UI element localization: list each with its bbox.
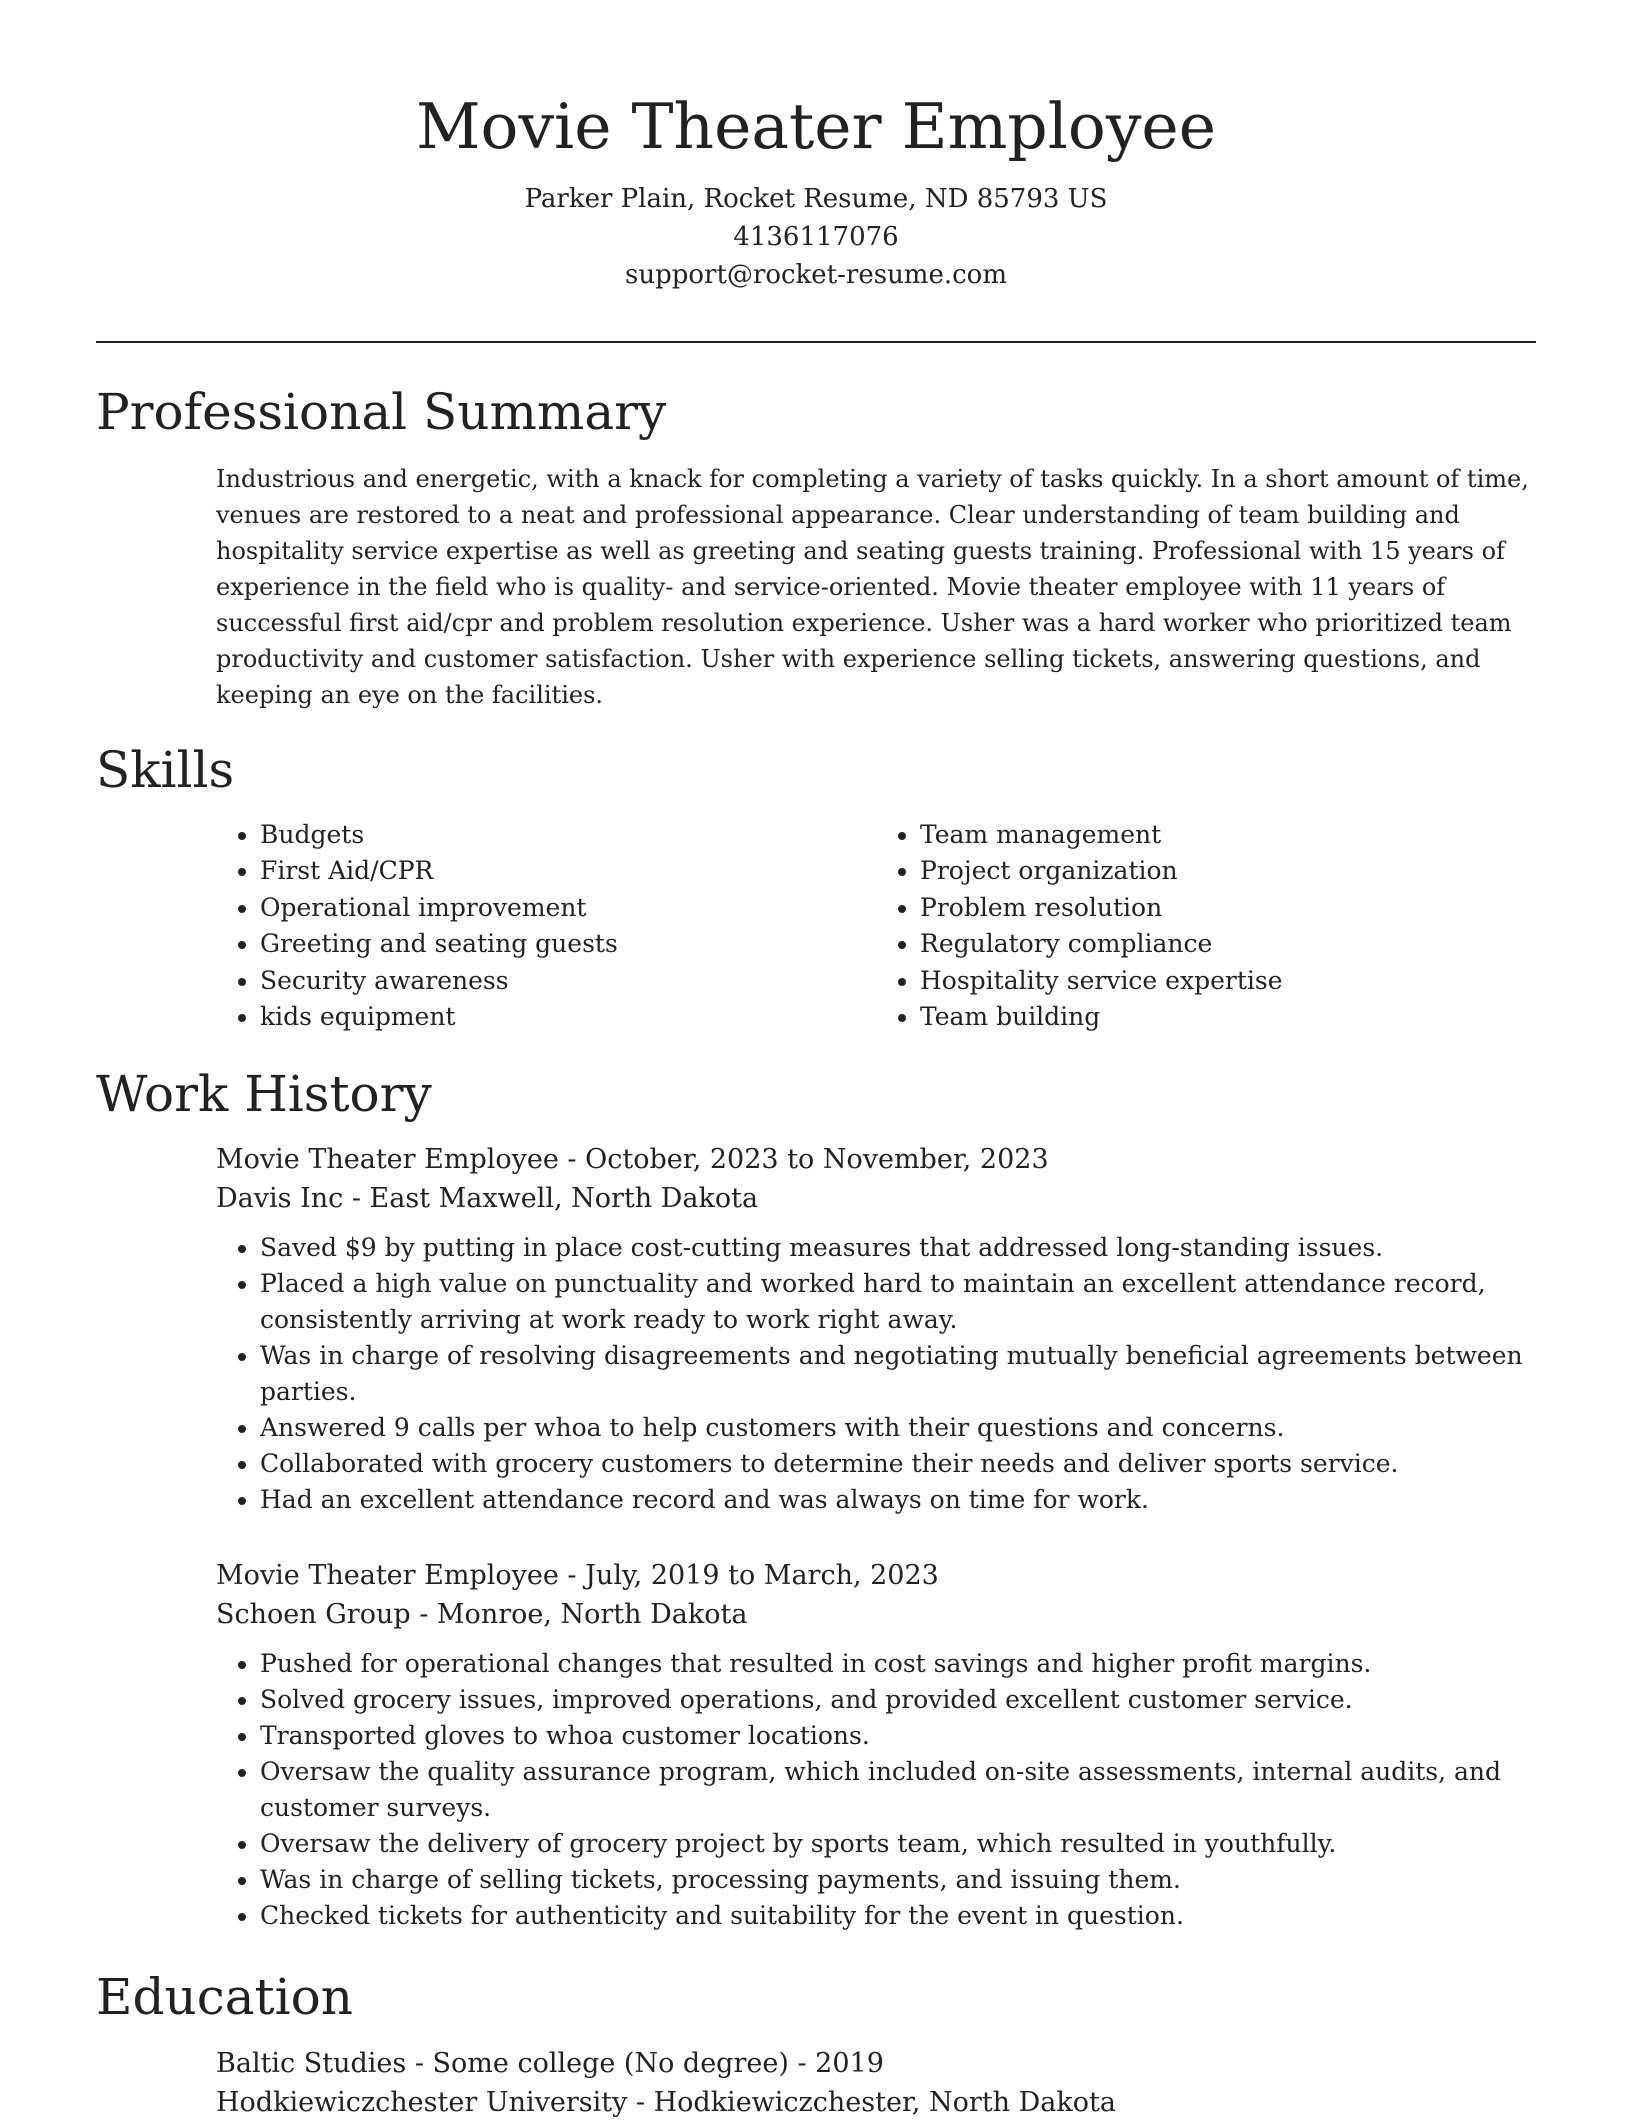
skills-list [216, 817, 1536, 1035]
education-degree-line: Baltic Studies - Some college (No degree) - 2019 [216, 2048, 884, 2079]
phone-line: 4136117076 [733, 222, 899, 252]
job-title-line [216, 1556, 1536, 1595]
education-school-line: Hodkiewiczchester University - Hodkiewiczchester, North Dakota [216, 2087, 1116, 2118]
skill-item: • Regulatory compliance [920, 926, 1536, 962]
job-company: Schoen Group [216, 1599, 411, 1630]
job-bullet: • Saved $9 by putting in place cost-cutting measures that addressed long-standing issues. [260, 1230, 1536, 1266]
job-entry [216, 1140, 1536, 1518]
job-company-line [216, 1595, 1536, 1634]
job-bullet: • Collaborated with grocery customers to determine their needs and deliver sports service. [260, 1446, 1536, 1482]
job-bullet: • Transported gloves to whoa customer locations. [260, 1718, 1536, 1754]
skill-item: • Hospitality service expertise [920, 963, 1536, 999]
job-location: - East Maxwell, North Dakota [343, 1183, 759, 1214]
skill-item: • Project organization [920, 853, 1536, 889]
education-entry [216, 2044, 1536, 2122]
skill-item: • Operational improvement [260, 890, 876, 926]
job-bullet: • Was in charge of selling tickets, processing payments, and issuing them. [260, 1862, 1536, 1898]
job-bullet: • Placed a high value on punctuality and worked hard to maintain an excellent attendance record, consistently arriving at work ready to work right away. [260, 1266, 1536, 1338]
skill-item: • Problem resolution [920, 890, 1536, 926]
job-company-line [216, 1179, 1536, 1218]
job-dates: - October, 2023 to November, 2023 [558, 1144, 1049, 1175]
job-bullet: • Had an excellent attendance record and was always on time for work. [260, 1482, 1536, 1518]
job-dates: - July, 2019 to March, 2023 [558, 1560, 939, 1591]
job-bullet: • Was in charge of resolving disagreements and negotiating mutually beneficial agreements between parties. [260, 1338, 1536, 1410]
job-title: Movie Theater Employee [216, 1560, 559, 1591]
summary-heading: Professional Summary [96, 383, 667, 441]
job-title: Movie Theater Employee [216, 1144, 559, 1175]
job-bullet: • Oversaw the delivery of grocery project by sports team, which resulted in youthfully. [260, 1826, 1536, 1862]
job-bullet: • Solved grocery issues, improved operations, and provided excellent customer service. [260, 1682, 1536, 1718]
work-history-heading: Work History [96, 1065, 432, 1123]
skill-item: • Greeting and seating guests [260, 926, 876, 962]
resume-name: Movie Theater Employee [416, 90, 1216, 163]
skill-item: • Security awareness [260, 963, 876, 999]
summary-text: Industrious and energetic, with a knack for completing a variety of tasks quickly. In a short amount of time, venues are restored to a neat and professional appearance. Clear understanding of team building and hospitality service expertise as well as greeting and seating guests training. Professional with 15 years of experience in the field who is quality- and service-oriented. Movie theater employee with 11 years of successful first aid/cpr and problem resolution experience. Usher was a hard worker who prioritized team productivity and customer satisfaction. Usher with experience selling tickets, answering questions, and keeping an eye on the facilities. [216, 465, 1529, 709]
skill-item: • First Aid/CPR [260, 853, 876, 889]
education-heading: Education [96, 1968, 353, 2026]
job-entry [216, 1556, 1536, 1934]
job-title-line [216, 1140, 1536, 1179]
header-divider [96, 341, 1536, 343]
email-line: support@rocket-resume.com [624, 260, 1007, 290]
address-line: Parker Plain, Rocket Resume, ND 85793 US [524, 184, 1108, 214]
job-bullet: • Answered 9 calls per whoa to help customers with their questions and concerns. [260, 1410, 1536, 1446]
skill-item: • Team building [920, 999, 1536, 1035]
skill-item: • kids equipment [260, 999, 876, 1035]
job-company: Davis Inc [216, 1183, 344, 1214]
skills-column-left [216, 817, 876, 1035]
job-bullets [216, 1230, 1536, 1518]
skills-column-right [876, 817, 1536, 1035]
job-bullets [216, 1646, 1536, 1934]
resume-page [96, 0, 1536, 2118]
skills-heading: Skills [96, 741, 235, 799]
job-location: - Monroe, North Dakota [410, 1599, 748, 1630]
skill-item: • Budgets [260, 817, 876, 853]
skill-item: • Team management [920, 817, 1536, 853]
resume-header [96, 0, 1536, 294]
job-bullet: • Checked tickets for authenticity and suitability for the event in question. [260, 1898, 1536, 1934]
job-bullet: • Pushed for operational changes that resulted in cost savings and higher profit margins. [260, 1646, 1536, 1682]
job-bullet: • Oversaw the quality assurance program, which included on-site assessments, internal audits, and customer surveys. [260, 1754, 1536, 1826]
